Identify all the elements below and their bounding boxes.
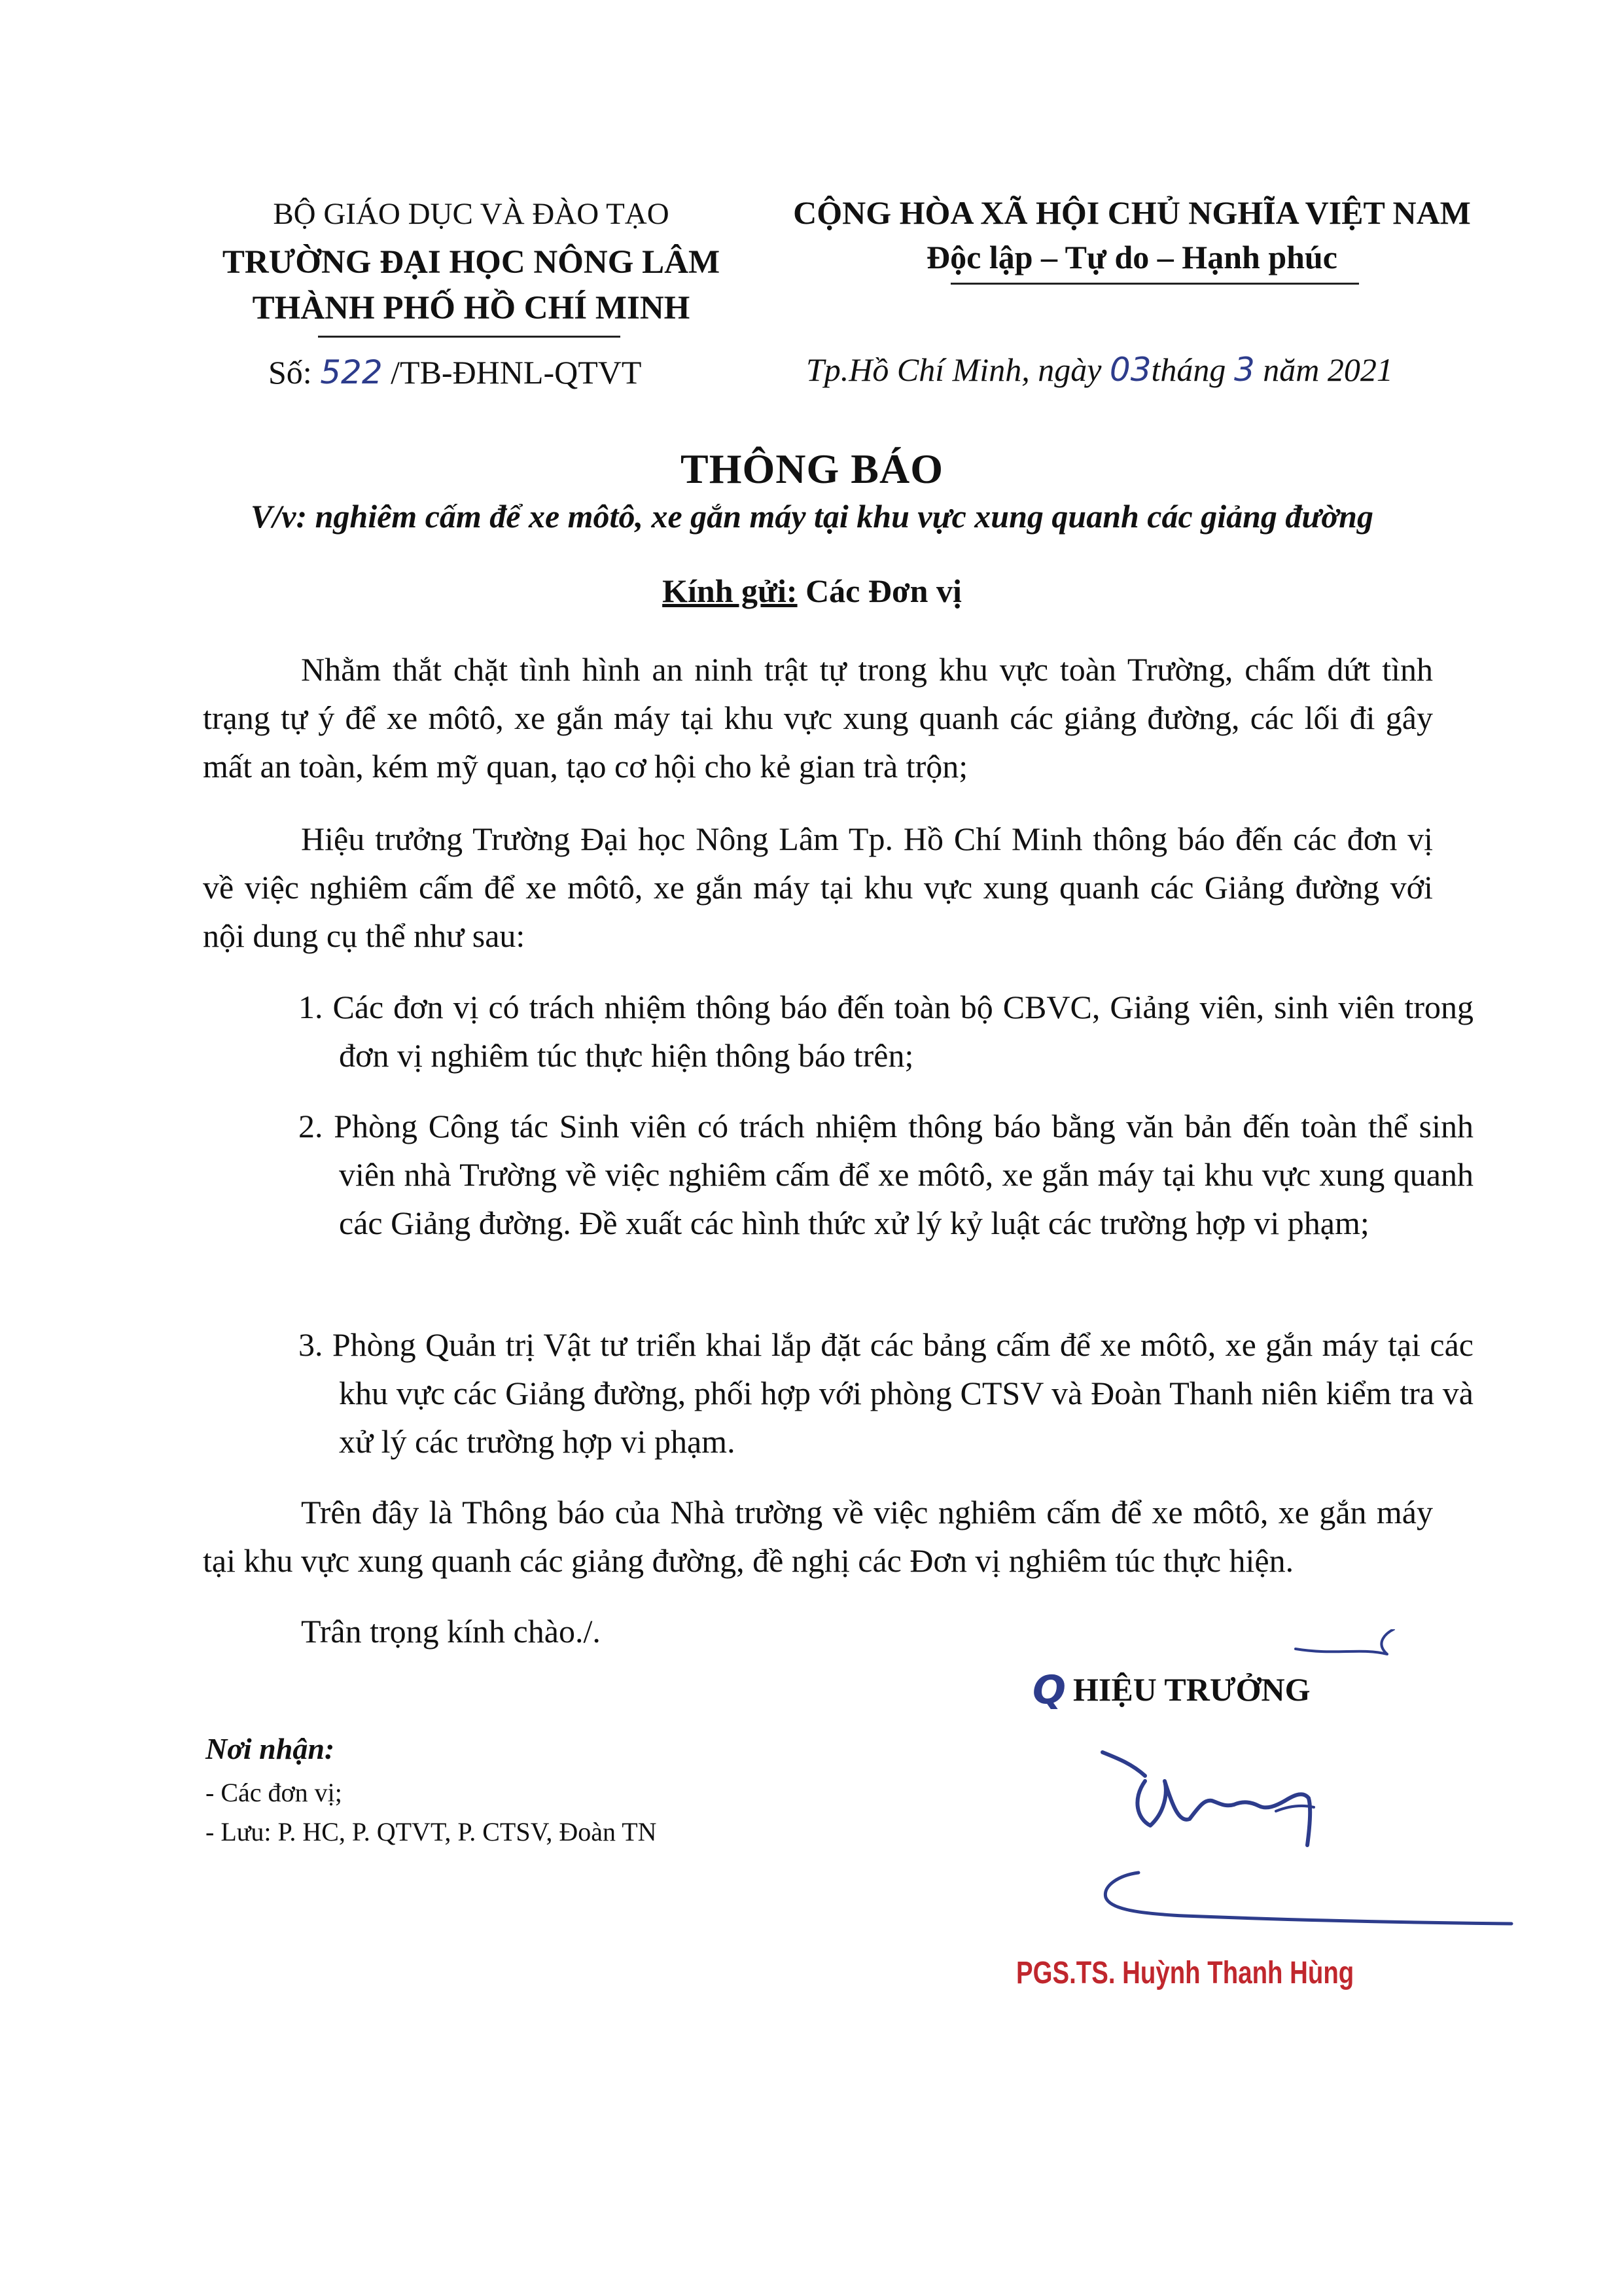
date-month-label: tháng bbox=[1151, 351, 1226, 388]
addressee-label: Kính gửi: bbox=[662, 573, 798, 609]
date-day: 03 bbox=[1109, 351, 1152, 389]
number-prefix: Số: bbox=[268, 354, 312, 391]
motto-text: Độc lập – Tự do – Hạnh phúc bbox=[927, 239, 1337, 275]
date-prefix: Tp.Hồ Chí Minh, ngày bbox=[806, 351, 1102, 388]
country-name: CỘNG HÒA XÃ HỘI CHỦ NGHĨA VIỆT NAM bbox=[793, 194, 1471, 231]
signatory-title: HIỆU TRƯỞNG bbox=[1073, 1671, 1311, 1708]
para2-text: Hiệu trưởng Trường Đại học Nông Lâm Tp. Hồ Chí Minh thông báo đến các đơn vị về việc nghiêm cấm để xe môtô, xe gắn máy tại khu vực xung quanh các Giảng đường với nội dung cụ thể như sau: bbox=[203, 821, 1433, 954]
recipient-item: - Các đơn vị; bbox=[205, 1778, 342, 1807]
handwritten-signature bbox=[968, 1629, 1531, 1956]
left-header-underline bbox=[318, 336, 620, 338]
body-paragraph-3 bbox=[203, 1488, 1433, 1585]
number-suffix: /TB-ĐHNL-QTVT bbox=[391, 354, 642, 391]
document-title: THÔNG BÁO bbox=[680, 446, 944, 492]
school-name-line2: THÀNH PHỐ HỒ CHÍ MINH bbox=[252, 290, 690, 327]
para3-text: Trên đây là Thông báo của Nhà trường về việc nghiêm cấm để xe môtô, xe gắn máy tại khu vực xung quanh các giảng đường, đề nghị các Đơn vị nghiêm túc thực hiện. bbox=[203, 1494, 1433, 1579]
document-number bbox=[268, 353, 641, 391]
school-name-line1: TRƯỜNG ĐẠI HỌC NÔNG LÂM bbox=[222, 244, 720, 281]
motto-underline bbox=[951, 283, 1359, 285]
list-item: 2. Phòng Công tác Sinh viên có trách nhiệm thông báo bằng văn bản đến toàn thể sinh viên nhà Trường về việc nghiêm cấm để xe môtô, xe gắn máy tại khu vực xung quanh các Giảng đường. Đề xuất các hình thức xử lý kỷ luật các trường hợp vi phạm; bbox=[298, 1108, 1474, 1241]
addressee-value: Các Đơn vị bbox=[805, 573, 962, 609]
issue-date bbox=[806, 351, 1393, 389]
body-paragraph-1 bbox=[203, 645, 1433, 790]
body-paragraph-2 bbox=[203, 815, 1433, 960]
addressee bbox=[0, 572, 1624, 610]
recipient-item: - Lưu: P. HC, P. QTVT, P. CTSV, Đoàn TN bbox=[205, 1817, 657, 1846]
para1-text: Nhằm thắt chặt tình hình an ninh trật tự trong khu vực toàn Trường, chấm dứt tình trạng tự ý để xe môtô, xe gắn máy tại khu vực xung quanh các giảng đường, các lối đi gây mất an toàn, kém mỹ quan, tạo cơ hội cho kẻ gian trà trộn; bbox=[203, 651, 1433, 785]
recipients-label: Nơi nhận: bbox=[205, 1732, 335, 1765]
date-month: 3 bbox=[1233, 351, 1255, 389]
document-subject: V/v: nghiêm cấm để xe môtô, xe gắn máy tại khu vực xung quanh các giảng đường bbox=[251, 498, 1373, 535]
date-year: năm 2021 bbox=[1263, 351, 1393, 388]
national-motto bbox=[772, 238, 1492, 279]
list-item: 3. Phòng Quản trị Vật tư triển khai lắp đặt các bảng cấm để xe môtô, xe gắn máy tại các khu vực các Giảng đường, phối hợp với phòng CTSV và Đoàn Thanh niên kiểm tra và xử lý các trường hợp vi phạm. bbox=[298, 1326, 1474, 1460]
number-handwritten: 522 bbox=[320, 353, 383, 391]
closing-text: Trân trọng kính chào./. bbox=[301, 1613, 601, 1650]
signature-prefix-mark: Q bbox=[1033, 1667, 1067, 1713]
list-item: 1. Các đơn vị có trách nhiệm thông báo đến toàn bộ CBVC, Giảng viên, sinh viên trong đơn vị nghiêm túc thực hiện thông báo trên; bbox=[298, 989, 1474, 1074]
signatory-name: PGS.TS. Huỳnh Thanh Hùng bbox=[1016, 1956, 1354, 1990]
ministry-name: BỘ GIÁO DỤC VÀ ĐÀO TẠO bbox=[273, 197, 669, 231]
